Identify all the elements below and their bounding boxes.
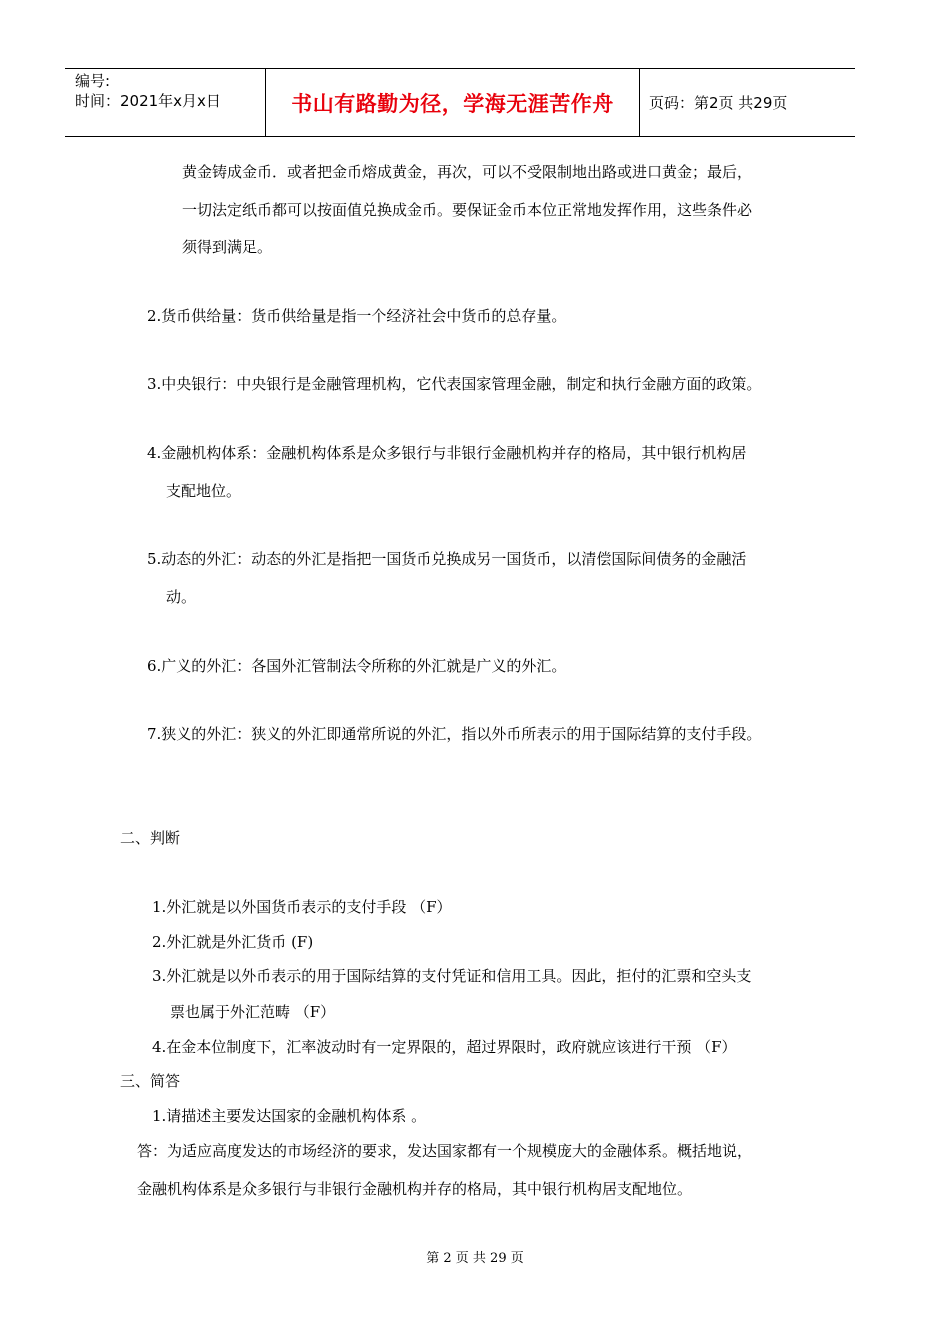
header-motto: 书山有路勤为径，学海无涯苦作舟 (291, 91, 614, 116)
definition-item: 5.动态的外汇：动态的外汇是指把一国货币兑换成另一国货币，以清偿国际间债务的金融活 (147, 550, 747, 568)
number-label: 编号: (75, 72, 111, 90)
header-meta (75, 71, 265, 111)
definition-item: 7.狭义的外汇：狭义的外汇即通常所说的外汇，指以外币所表示的用于国际结算的支付手段。 (147, 725, 762, 743)
section-heading: 二、判断 (120, 829, 181, 847)
judgment-item: 2.外汇就是外汇货币 (F) (152, 933, 314, 951)
answer-text: 答：为适应高度发达的市场经济的要求，发达国家都有一个规模庞大的金融体系。概括地说， (137, 1142, 753, 1160)
text-line: 须得到满足。 (182, 238, 273, 256)
text-line: 票也属于外汇范畴 （F） (170, 1003, 336, 1021)
judgment-item: 3.外汇就是以外币表示的用于国际结算的支付凭证和信用工具。因此，拒付的汇票和空头支 (152, 967, 752, 985)
definition-item: 6.广义的外汇：各国外汇管制法令所称的外汇就是广义的外汇。 (147, 657, 567, 675)
text-line: 动。 (166, 588, 197, 606)
judgment-item: 4.在金本位制度下，汇率波动时有一定界限的，超过界限时，政府就应该进行干预 （F） (152, 1038, 737, 1056)
page-footer: 第 2 页 共 29 页 (426, 1251, 524, 1266)
answer-text: 金融机构体系是众多银行与非银行金融机构并存的格局，其中银行机构居支配地位。 (137, 1180, 693, 1198)
judgment-item: 1.外汇就是以外国货币表示的支付手段 （F） (152, 898, 452, 916)
definition-item: 4.金融机构体系：金融机构体系是众多银行与非银行金融机构并存的格局，其中银行机构居 (147, 444, 747, 462)
header-divider (639, 69, 640, 136)
text-line: 黄金铸成金币．或者把金币熔成黄金，再次，可以不受限制地出路或进口黄金；最后， (182, 163, 753, 181)
question-item: 1.请描述主要发达国家的金融机构体系 。 (152, 1107, 427, 1125)
definition-item: 2.货币供给量：货币供给量是指一个经济社会中货币的总存量。 (147, 307, 567, 325)
header-page-info: 页码：第2页 共29页 (649, 94, 788, 112)
time-label: 时间：2021年x月x日 (75, 92, 221, 110)
text-line: 支配地位。 (166, 482, 242, 500)
section-heading: 三、简答 (120, 1072, 181, 1090)
page-header (65, 68, 855, 137)
text-line: 一切法定纸币都可以按面值兑换成金币。要保证金币本位正常地发挥作用，这些条件必 (182, 201, 753, 219)
definition-item: 3.中央银行：中央银行是金融管理机构，它代表国家管理金融，制定和执行金融方面的政策。 (147, 375, 762, 393)
